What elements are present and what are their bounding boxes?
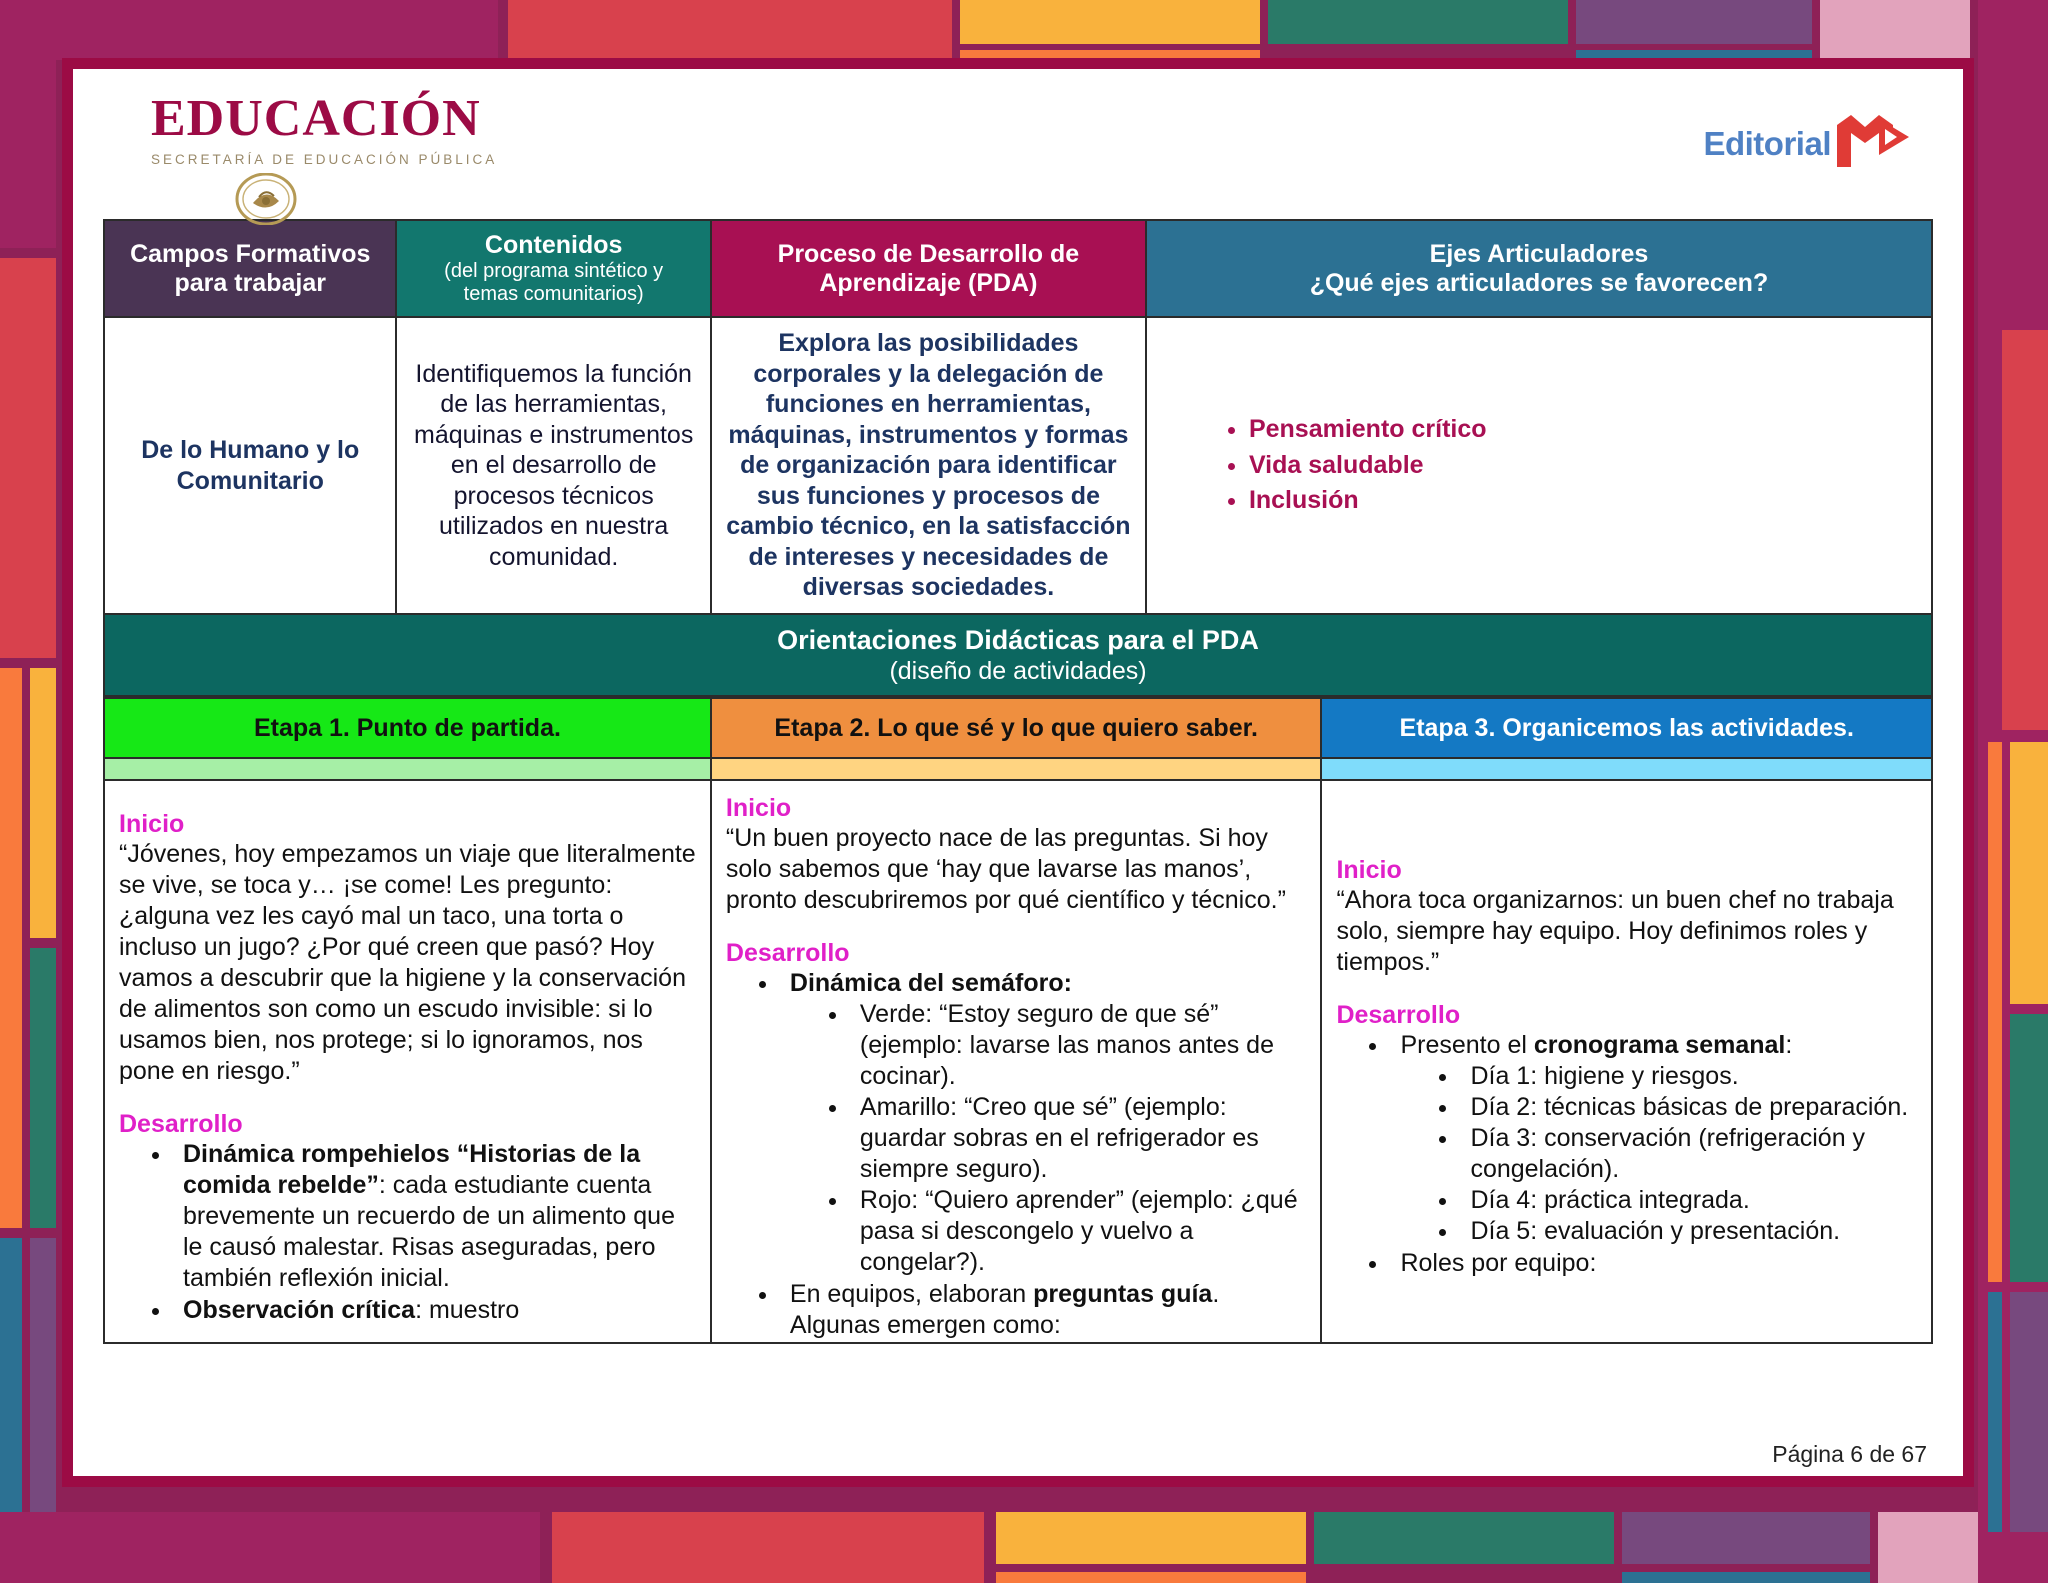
desarrollo-label: Desarrollo: [1336, 1001, 1461, 1030]
list-item: • Pensamiento crítico: [1249, 412, 1931, 448]
etapa-1-content: [104, 780, 711, 1343]
mosaic-tile: [0, 0, 56, 248]
header-pda: [711, 220, 1146, 317]
list-item: • Vida saludable: [1249, 448, 1931, 484]
mosaic-tile: [2002, 330, 2048, 730]
etapa-1-strip: [104, 758, 711, 780]
cell-ejes-articuladores: [1146, 317, 1932, 614]
header-campos-formativos: [104, 220, 396, 317]
md-mark-icon: [1835, 113, 1911, 174]
mosaic-tile: [1268, 0, 1568, 44]
mosaic-tile: [30, 668, 56, 938]
planning-table: [103, 219, 1933, 697]
etapa-2-header: Etapa 2. Lo que sé y lo que quiero saber.: [711, 698, 1322, 758]
editorial-wordmark: Editorial: [1703, 124, 1831, 162]
bullet-rest: . Algunas emergen como:: [789, 1280, 1220, 1340]
bullet-rest: : cada estudiante cuenta brevemente un recuerdo de un alimento que le causó malestar. Risas aseguradas, pero también reflexión inicial.: [183, 1170, 675, 1292]
inicio-text: “Jóvenes, hoy empezamos un viaje que literalmente se vive, se toca y… ¡se come! Les pregunto: ¿alguna vez les cayó mal un taco, una torta o incluso un jugo? ¿Por qué creen que pasó? Hoy vamos a descubrir que la higiene y la conservación de alimentos son como un escudo invisible: si lo usamos bien, nos protege; si lo ignoramos, nos pone en riesgo.”: [119, 839, 696, 1085]
mosaic-tile: [30, 1238, 56, 1538]
band-subtitle: (diseño de actividades): [889, 657, 1147, 686]
list-item: [780, 968, 1307, 1278]
mosaic-tile: [1988, 1292, 2002, 1532]
mosaic-tile: [1576, 0, 1812, 44]
list-item: • Día 4: práctica integrada.: [1460, 1185, 1917, 1216]
spacer: [726, 916, 1307, 938]
bullet-bold: Observación crítica: [183, 1295, 416, 1324]
etapas-table: [103, 697, 1933, 1344]
list-item: • Inclusión: [1249, 483, 1931, 519]
orientaciones-didacticas-band: [104, 614, 1932, 696]
bullet-rest: :: [1785, 1031, 1793, 1060]
etapa-2-content: [711, 780, 1322, 1343]
table-data-row: [104, 317, 1932, 614]
orientaciones-band-row: [104, 614, 1932, 696]
mosaic-tile: [1622, 1572, 1870, 1583]
list-item: [173, 1295, 696, 1326]
list-item: • Día 1: higiene y riesgos.: [1460, 1061, 1917, 1092]
etapa-3-strip: [1321, 758, 1932, 780]
list-item: • Amarillo: “Creo que sé” (ejemplo: guardar sobras en el refrigerador es siempre seguro).: [850, 1092, 1307, 1185]
etapa-3-content: [1321, 780, 1932, 1343]
table-header-row: [104, 220, 1932, 317]
bullet-pre: Presento el: [1400, 1031, 1534, 1060]
ejes-list: [1207, 412, 1931, 519]
etapa-1-header: Etapa 1. Punto de partida.: [104, 698, 711, 758]
list-item: • Verde: “Estoy seguro de que sé” (ejemplo: lavarse las manos antes de cocinar).: [850, 999, 1307, 1092]
list-item: • Día 2: técnicas básicas de preparación.: [1460, 1092, 1917, 1123]
inicio-text: “Un buen proyecto nace de las preguntas. Si hoy solo sabemos que ‘hay que lavarse las manos’, pronto descubriremos por qué científico y técnico.”: [725, 824, 1286, 915]
page-header: [103, 87, 1933, 219]
mosaic-tile: [0, 668, 22, 1228]
list-item: [1390, 1030, 1917, 1247]
mosaic-tile: [1314, 1512, 1614, 1564]
list-item: [173, 1139, 696, 1294]
cell-campo-formativo: De lo Humano y lo Comunitario: [104, 317, 396, 614]
mosaic-tile: [1878, 1512, 1978, 1583]
mosaic-tile: [2010, 1014, 2048, 1282]
header-line: temas comunitarios): [463, 283, 644, 306]
mosaic-tile: [0, 1512, 540, 1583]
header-line: Aprendizaje (PDA): [819, 268, 1038, 297]
mosaic-tile: [0, 258, 56, 658]
sep-title: EDUCACIÓN: [151, 90, 481, 147]
spacer: [1336, 978, 1917, 1000]
bullet-bold: Dinámica del semáforo:: [789, 969, 1072, 998]
etapa-strip-row: [104, 758, 1932, 780]
bullet-rest: : muestro: [415, 1295, 520, 1324]
list-item: [780, 1279, 1307, 1341]
spacer: [119, 1087, 696, 1109]
desarrollo-list: [1390, 1030, 1917, 1279]
header-line: ¿Qué ejes articuladores se favorecen?: [1309, 268, 1769, 297]
list-item: • Día 3: conservación (refrigeración y congelación).: [1460, 1123, 1917, 1185]
etapa-3-header: Etapa 3. Organicemos las actividades.: [1321, 698, 1932, 758]
mosaic-tile: [30, 948, 56, 1228]
list-item: • Rojo: “Quiero aprender” (ejemplo: ¿qué pasa si descongelo y vuelvo a congelar?).: [850, 1185, 1307, 1278]
bullet-bold: Dinámica rompehielos “Historias de la comida rebelde”: [183, 1139, 641, 1199]
sub-list: [850, 999, 1307, 1278]
mosaic-tile: [1622, 1512, 1870, 1564]
etapa-header-row: [104, 698, 1932, 758]
mosaic-tile: [2002, 60, 2048, 320]
bullet-bold: cronograma semanal: [1533, 1031, 1786, 1060]
desarrollo-list: [173, 1139, 696, 1326]
header-line: para trabajar: [174, 268, 326, 297]
mosaic-tile: [960, 0, 1260, 44]
sep-subtitle: SECRETARÍA DE EDUCACIÓN PÚBLICA: [151, 152, 498, 167]
page-sheet: [62, 58, 1974, 1487]
list-item: • Día 5: evaluación y presentación.: [1460, 1216, 1917, 1247]
header-line: (del programa sintético y: [444, 260, 664, 282]
header-line: Proceso de Desarrollo de: [777, 239, 1080, 268]
inicio-text: “Ahora toca organizarnos: un buen chef no trabaja solo, siempre hay equipo. Hoy definimos roles y tiempos.”: [1336, 886, 1894, 977]
inicio-label: Inicio: [119, 809, 185, 838]
mosaic-tile: [996, 1512, 1306, 1564]
editorial-md-logo: [1703, 113, 1911, 174]
inicio-label: Inicio: [725, 794, 792, 823]
desarrollo-label: Desarrollo: [725, 939, 850, 968]
band-title: Orientaciones Didácticas para el PDA: [777, 624, 1259, 655]
list-item: • Roles por equipo:: [1390, 1248, 1917, 1279]
etapa-content-row: [104, 780, 1932, 1343]
mosaic-tile: [1988, 742, 2002, 1282]
mosaic-tile: [0, 0, 498, 60]
sub-list: [1460, 1061, 1917, 1247]
mexican-coat-of-arms-seal-icon: [235, 173, 497, 230]
cell-contenido: Identifiquemos la función de las herramientas, máquinas e instrumentos en el desarrollo de procesos técnicos utilizados en nuestra comunidad.: [396, 317, 710, 614]
header-line: Campos Formativos: [130, 239, 371, 268]
mosaic-tile: [996, 1572, 1306, 1583]
mosaic-tile: [2010, 1292, 2048, 1532]
mosaic-tile: [2010, 742, 2048, 1004]
header-line: Ejes Articuladores: [1429, 239, 1649, 268]
desarrollo-label: Desarrollo: [119, 1109, 243, 1138]
etapa-2-strip: [711, 758, 1322, 780]
inicio-label: Inicio: [1336, 856, 1402, 885]
cell-pda: Explora las posibilidades corporales y la delegación de funciones en herramientas, máquinas, instrumentos y formas de organización para identificar sus funciones y procesos de cambio técnico, en la satisfacción de intereses y necesidades de diversas sociedades.: [711, 317, 1146, 614]
desarrollo-list: [780, 968, 1307, 1341]
header-contenidos: [396, 220, 710, 317]
sep-logo: [151, 90, 498, 230]
page-number-footer: Página 6 de 67: [1772, 1441, 1927, 1467]
header-ejes-articuladores: [1146, 220, 1932, 317]
mosaic-tile: [552, 1512, 984, 1583]
mosaic-tile: [0, 1238, 22, 1538]
bullet-bold: preguntas guía: [1033, 1280, 1213, 1309]
mosaic-tile: [508, 0, 952, 60]
bullet-pre: En equipos, elaboran: [789, 1280, 1034, 1309]
header-line: Contenidos: [484, 231, 623, 259]
